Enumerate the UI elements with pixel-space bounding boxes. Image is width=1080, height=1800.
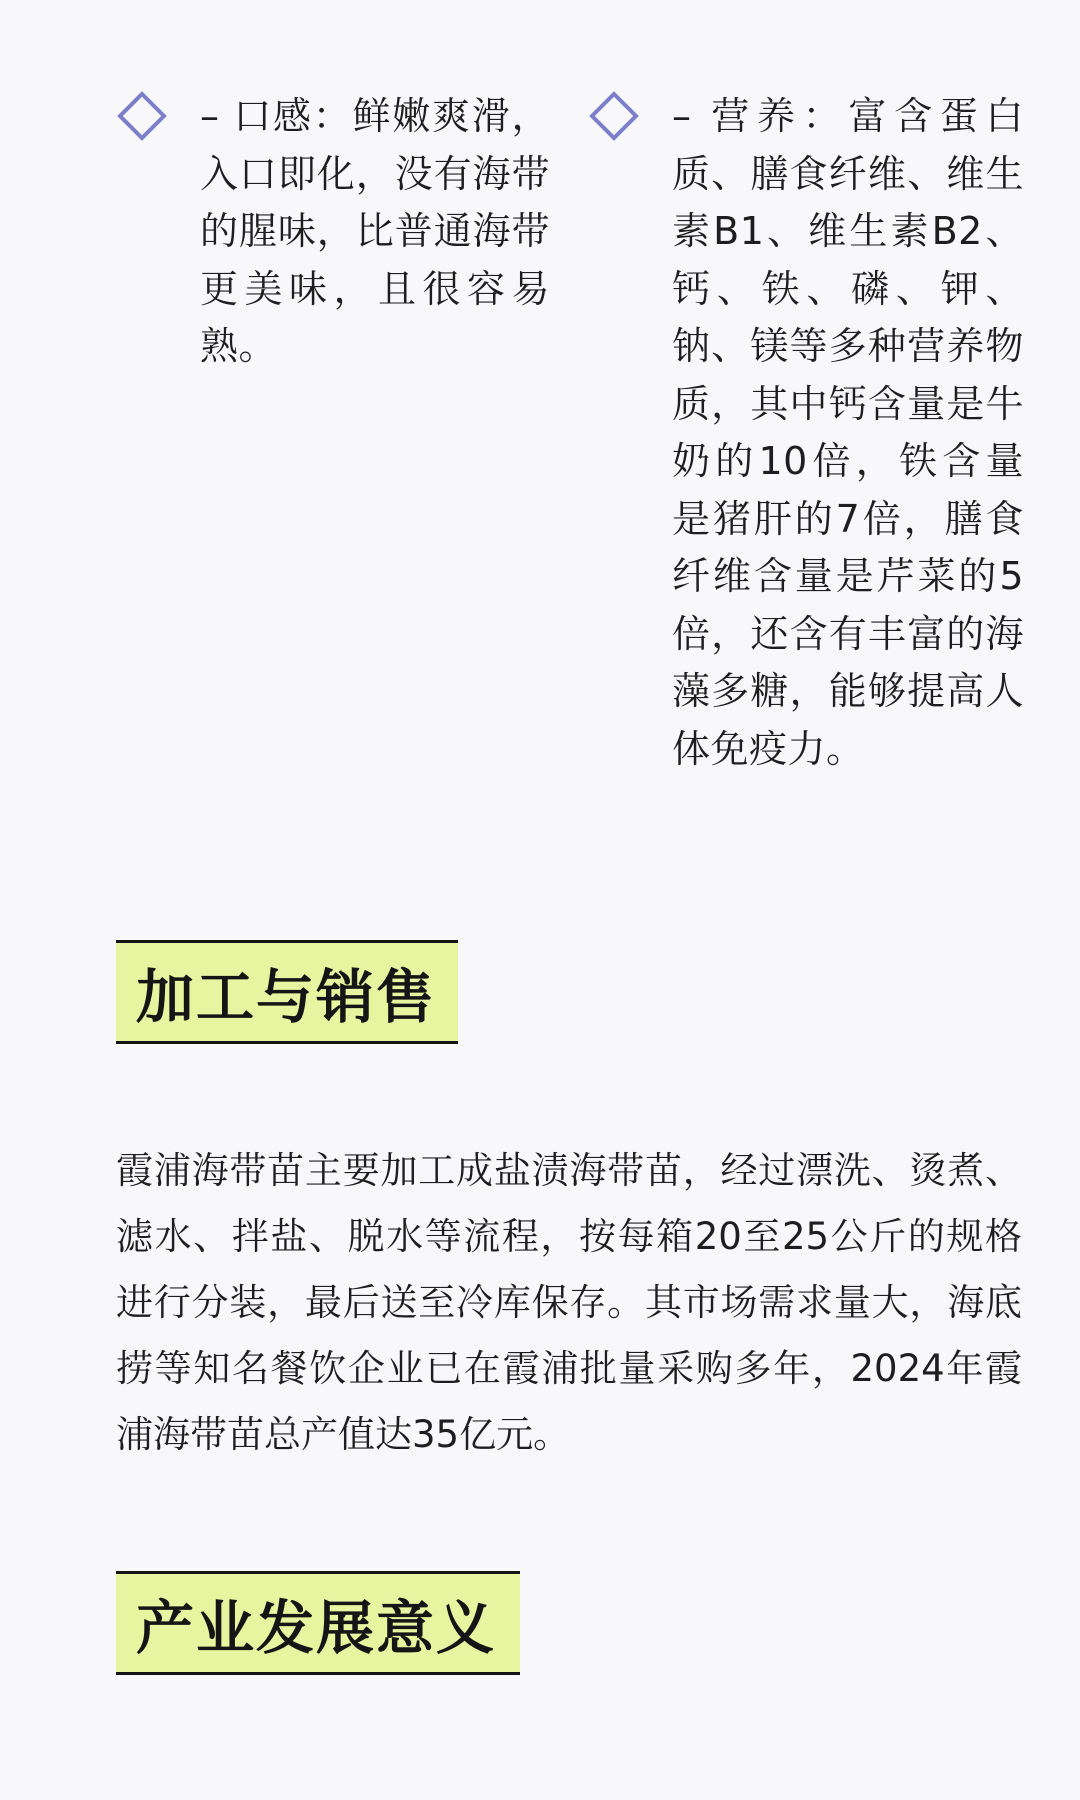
section-title: 加工与销售 [136, 963, 437, 1031]
processing-paragraph: 霞浦海带苗主要加工成盐渍海带苗，经过漂洗、烫煮、滤水、拌盐、脱水等流程，按每箱20至25公斤的规格进行分装，最后送至冷库保存。其市场需求量大，海底捞等知名餐饮企业已在霞浦批量采购多年，2024年霞浦海带苗总产值达35亿元。 [116, 1149, 1022, 1456]
section-title: 产业发展意义 [136, 1594, 497, 1662]
section-heading-significance [116, 1571, 520, 1675]
diamond-outline-icon [116, 90, 168, 142]
taste-text: – 口感：鲜嫩爽滑，入口即化，没有海带的腥味，比普通海带更美味，且很容易熟。 [200, 94, 550, 368]
section-heading-processing [116, 940, 458, 1044]
diamond-outline-icon [588, 90, 640, 142]
nutrition-text: – 营养：富含蛋白质、膳食纤维、维生素B1、维生素B2、钙、铁、磷、钾、钠、镁等多种营养物质，其中钙含量是牛奶的10倍，铁含量是猪肝的7倍，膳食纤维含量是芹菜的5倍，还含有丰富的海藻多糖，能够提高人体免疫力。 [672, 94, 1024, 771]
feature-bullets [116, 88, 1026, 788]
